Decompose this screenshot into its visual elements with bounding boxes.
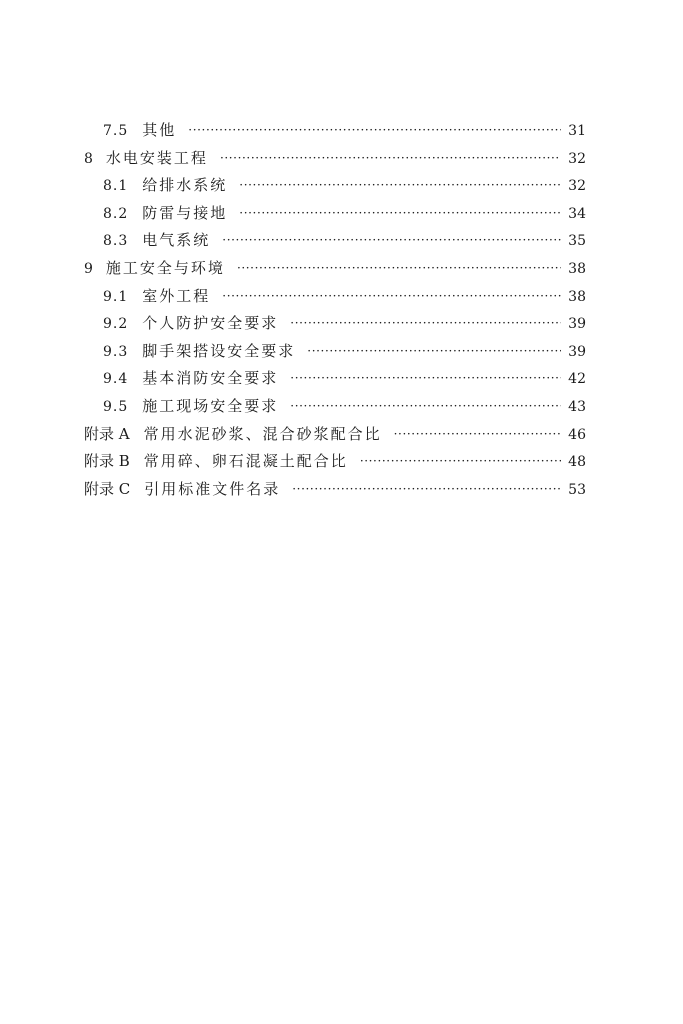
toc-entry-9-4[interactable] <box>84 365 586 393</box>
toc-entry-9-1[interactable] <box>84 283 586 311</box>
dot-leader <box>239 200 561 228</box>
section-title: 给排水系统 <box>142 176 228 195</box>
section-number: 9.3 <box>103 343 129 360</box>
section-number: 9.4 <box>103 371 129 388</box>
page-number: 39 <box>568 316 586 333</box>
toc-entry-8-3[interactable] <box>84 227 586 255</box>
toc-entry-appendix-b[interactable] <box>84 448 586 476</box>
dot-leader <box>237 255 561 283</box>
appendix-number: 附录 B <box>84 452 130 471</box>
page-number: 31 <box>568 123 586 139</box>
toc-entry-9-5[interactable] <box>84 393 586 421</box>
section-number: 7.5 <box>103 123 129 139</box>
toc-entry-appendix-c[interactable] <box>84 476 586 504</box>
section-title: 室外工程 <box>142 286 211 305</box>
dot-leader <box>394 421 561 449</box>
dot-leader <box>188 117 561 145</box>
page-number: 32 <box>568 150 586 167</box>
section-title: 脚手架搭设安全要求 <box>142 341 296 360</box>
page-number: 35 <box>568 233 586 250</box>
section-number: 9.5 <box>103 398 129 415</box>
appendix-number: 附录 A <box>84 424 130 443</box>
toc-entry-9-2[interactable] <box>84 310 586 338</box>
appendix-number: 附录 C <box>84 479 131 498</box>
page-number: 48 <box>568 454 586 471</box>
toc-entry-8-2[interactable] <box>84 200 586 228</box>
section-title: 个人防护安全要求 <box>142 314 279 333</box>
dot-leader <box>222 283 561 311</box>
section-number: 9.1 <box>103 288 129 305</box>
toc-entry-8-1[interactable] <box>84 172 586 200</box>
dot-leader <box>360 448 561 476</box>
dot-leader <box>307 338 561 366</box>
section-number: 9.2 <box>103 316 129 333</box>
section-title: 基本消防安全要求 <box>142 369 279 388</box>
dot-leader <box>292 476 561 504</box>
section-title: 施工安全与环境 <box>105 258 225 277</box>
section-number: 8 <box>84 150 94 167</box>
page-number: 34 <box>568 205 586 222</box>
section-number: 9 <box>84 260 94 277</box>
page-number: 39 <box>568 343 586 360</box>
toc-entry-8[interactable] <box>84 145 586 173</box>
section-title: 施工现场安全要求 <box>142 396 279 415</box>
dot-leader <box>222 227 561 255</box>
page-number: 42 <box>568 371 586 388</box>
page-number: 46 <box>568 426 586 443</box>
section-number: 8.2 <box>103 205 129 222</box>
section-title: 其他 <box>142 121 177 139</box>
appendix-title: 常用水泥砂浆、混合砂浆配合比 <box>143 424 382 443</box>
section-title: 防雷与接地 <box>142 203 228 222</box>
section-title: 电气系统 <box>142 231 211 250</box>
table-of-contents <box>84 117 586 503</box>
page-number: 53 <box>568 481 586 498</box>
page-number: 38 <box>568 260 586 277</box>
page-number: 32 <box>568 178 586 195</box>
page-number: 38 <box>568 288 586 305</box>
toc-entry-9-3[interactable] <box>84 338 586 366</box>
dot-leader <box>290 310 561 338</box>
appendix-title: 引用标准文件名录 <box>144 479 281 498</box>
page-number: 43 <box>568 398 586 415</box>
toc-entry-9[interactable] <box>84 255 586 283</box>
dot-leader <box>290 365 561 393</box>
appendix-title: 常用碎、卵石混凝土配合比 <box>143 452 348 471</box>
section-number: 8.1 <box>103 178 129 195</box>
dot-leader <box>290 393 561 421</box>
dot-leader <box>239 172 561 200</box>
toc-entry-appendix-a[interactable] <box>84 421 586 449</box>
toc-entry-7-5[interactable] <box>84 117 586 145</box>
section-title: 水电安装工程 <box>105 148 208 167</box>
dot-leader <box>220 145 561 173</box>
section-number: 8.3 <box>103 233 129 250</box>
